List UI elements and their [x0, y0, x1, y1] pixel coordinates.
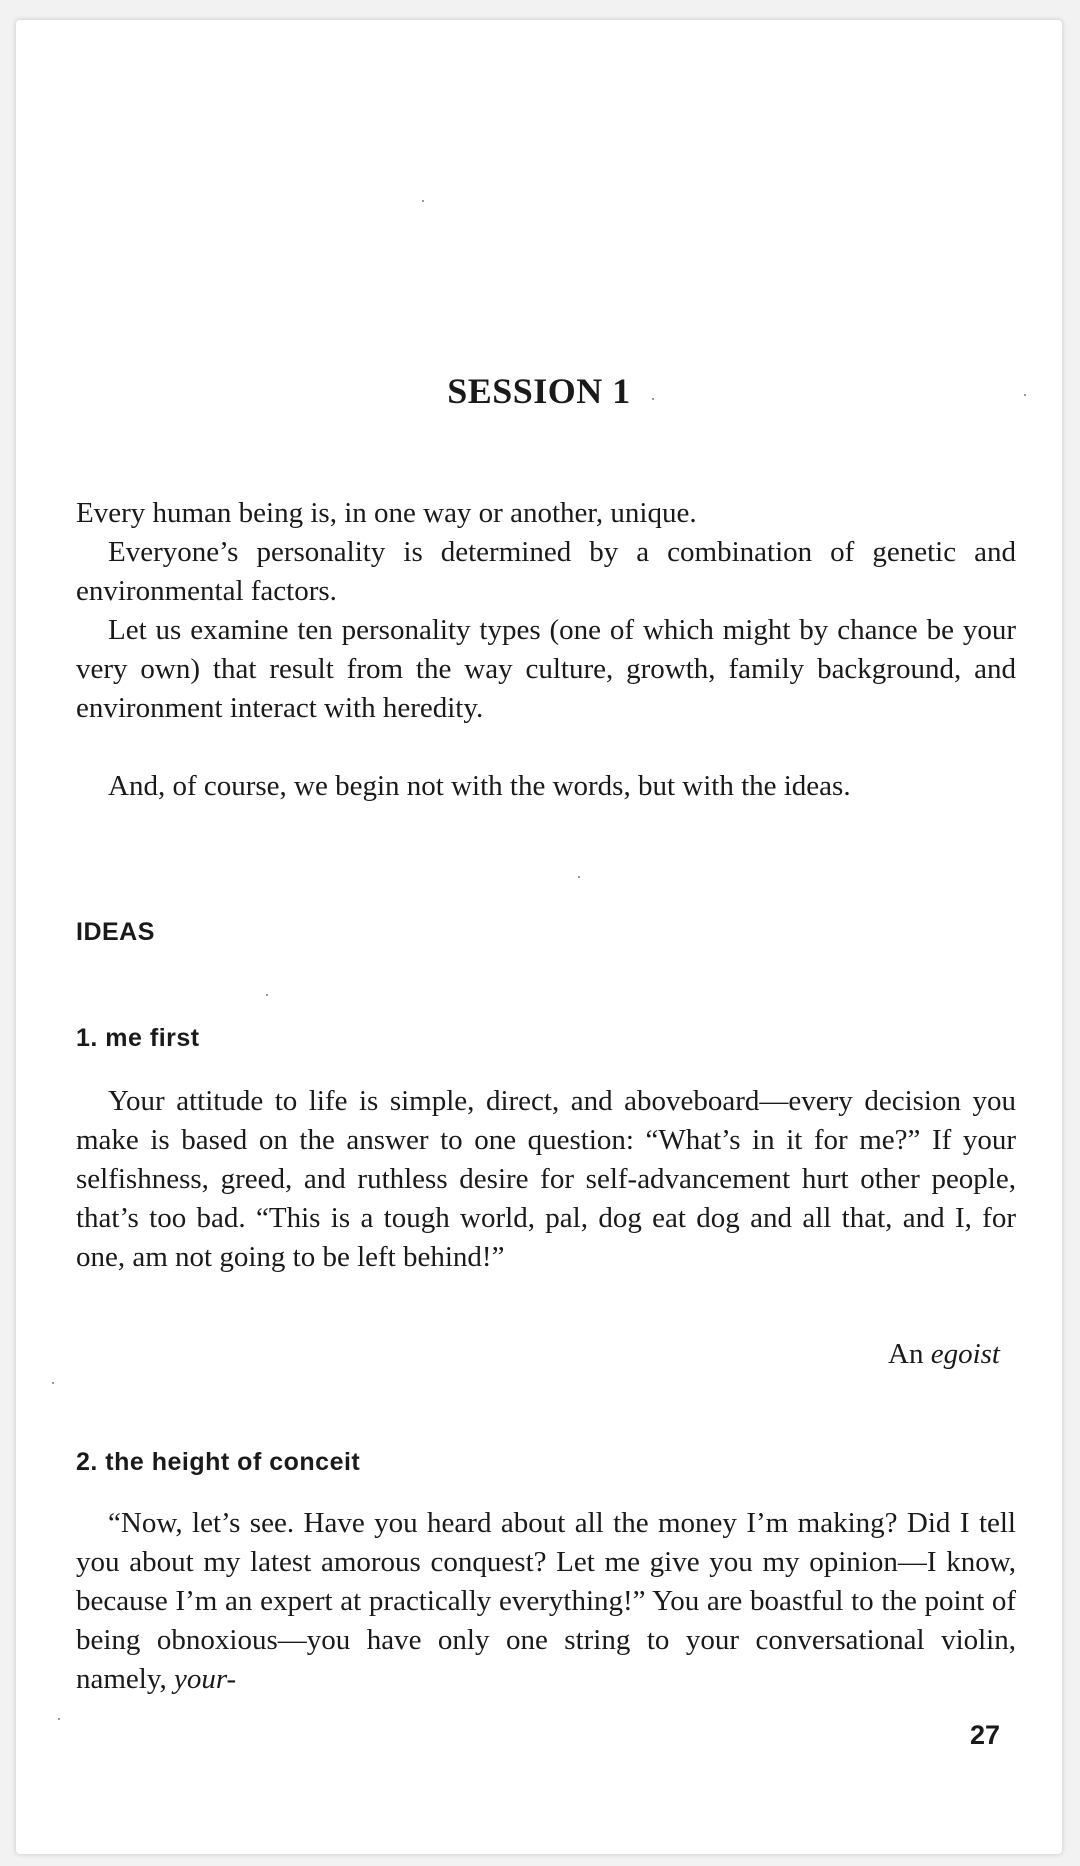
page-number: 27	[969, 1720, 1000, 1750]
intro-paragraph-2: Everyone’s personality is determined by a combination of genetic and environmental factors.	[76, 536, 1016, 607]
paper-speck	[52, 1382, 54, 1384]
idea-1-answer	[888, 1338, 1000, 1371]
idea-2-text-italic: your-	[173, 1663, 237, 1695]
answer-prefix: An	[888, 1338, 924, 1370]
paper-speck	[578, 876, 580, 878]
idea-1-text: Your attitude to life is simple, direct, and aboveboard—every decision you make is based on the answer to one question: “What’s in it for me?” If your selfishness, greed, and ruthless desire for self-advancement hurt other people, that’s too bad. “This is a tough world, pal, dog eat dog and all that, and I, for one, am not going to be left behind!”	[76, 1085, 1016, 1273]
idea-2-text-main: “Now, let’s see. Have you heard about all the money I’m making? Did I tell you about my latest amorous conquest? Let me give you my opinion—I know, because I’m an expert at practically everything!” You are boastful to the point of being obnoxious—you have only one string to your conversational violin, namely,	[76, 1507, 1016, 1695]
intro-paragraph-3: Let us examine ten personality types (one of which might by chance be your very own) that result from the way culture, growth, family background, and environment interact with heredity.	[76, 614, 1016, 724]
paper-speck	[422, 200, 424, 202]
section-heading-ideas: IDEAS	[76, 918, 155, 946]
idea-1-heading: 1. me first	[76, 1024, 200, 1052]
idea-2-text	[76, 1504, 1016, 1699]
page-title: SESSION 1	[447, 371, 631, 411]
book-page	[16, 20, 1062, 1854]
intro-paragraph-1: Every human being is, in one way or another, unique.	[76, 497, 697, 529]
answer-term: egoist	[930, 1338, 1000, 1370]
paper-speck	[58, 1718, 60, 1720]
idea-2-heading: 2. the height of conceit	[76, 1448, 361, 1476]
paper-speck	[266, 994, 268, 996]
intro-paragraph-4: And, of course, we begin not with the words, but with the ideas.	[108, 770, 851, 802]
